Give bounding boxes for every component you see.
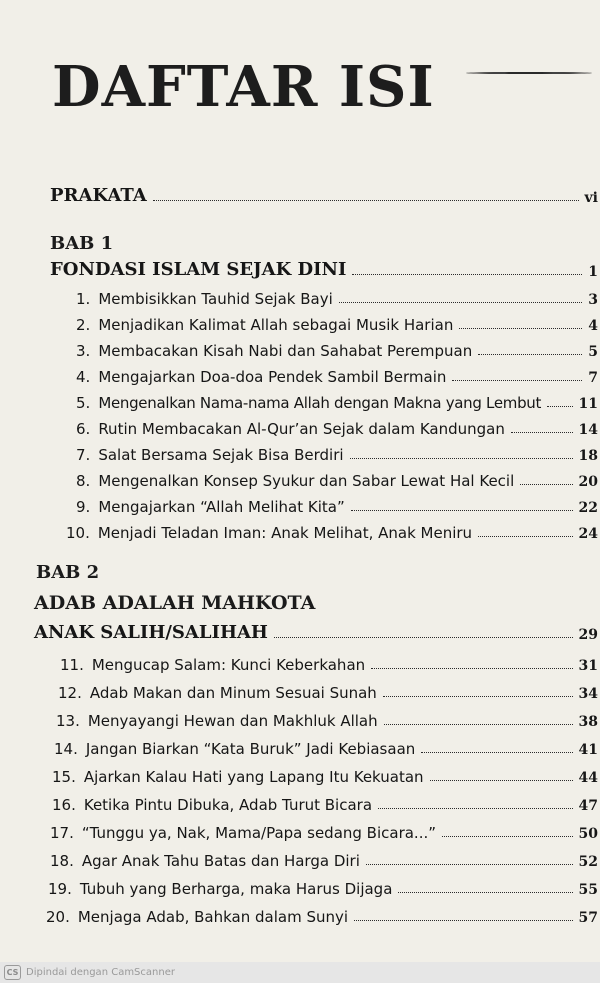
toc-item-page: 44	[578, 770, 598, 786]
toc-item-title: Mengajarkan “Allah Melihat Kita”	[98, 498, 345, 516]
chapter-title-bab1	[50, 254, 598, 280]
dot-leader	[421, 752, 572, 753]
dot-leader	[354, 920, 572, 921]
toc-item	[76, 360, 598, 386]
toc-item	[66, 516, 598, 542]
title-decorative-rule	[466, 72, 592, 74]
toc-item	[60, 648, 598, 674]
toc-item-page: 14	[578, 422, 598, 438]
toc-item-page: 31	[578, 658, 598, 674]
dot-leader	[383, 696, 573, 697]
toc-item-title: Agar Anak Tahu Batas dan Harga Diri	[81, 852, 360, 870]
toc-item-title: Rutin Membacakan Al-Qur’an Sejak dalam Kandungan	[98, 420, 505, 438]
dot-leader	[398, 892, 572, 893]
camscanner-logo-icon: CS	[4, 965, 21, 980]
toc-item-page: 11	[578, 396, 598, 412]
toc-item	[50, 844, 598, 870]
toc-item-title: Mengenalkan Nama-nama Allah dengan Makna yang Lembut	[98, 394, 542, 412]
chapter-title-bab2-line1: ADAB ADALAH MAHKOTA	[34, 592, 316, 614]
toc-item-page: 22	[578, 500, 598, 516]
toc-item-number: 16.	[52, 796, 76, 814]
toc-item	[50, 816, 598, 842]
toc-item-page: 5	[588, 344, 598, 360]
toc-item-title: Menjaga Adab, Bahkan dalam Sunyi	[77, 908, 349, 926]
toc-entry-prakata	[50, 180, 598, 206]
toc-item-title: Tubuh yang Berharga, maka Harus Dijaga	[79, 880, 393, 898]
toc-entry-title: PRAKATA	[50, 185, 147, 206]
page-title: DAFTAR ISI	[52, 54, 435, 120]
toc-item	[76, 282, 598, 308]
toc-item-number: 18.	[50, 852, 74, 870]
scanner-watermark-text: Dipindai dengan CamScanner	[26, 967, 175, 978]
toc-item	[56, 704, 598, 730]
toc-item	[76, 490, 598, 516]
dot-leader	[520, 484, 572, 485]
toc-item-number: 4.	[76, 368, 91, 386]
toc-item-title: Mengajarkan Doa-doa Pendek Sambil Bermain	[98, 368, 447, 386]
dot-leader	[442, 836, 573, 837]
toc-item	[76, 464, 598, 490]
toc-item-page: 24	[578, 526, 598, 542]
toc-item-title: Salat Bersama Sejak Bisa Berdiri	[98, 446, 344, 464]
toc-item	[52, 760, 598, 786]
toc-item-page: 4	[588, 318, 598, 334]
toc-item-page: 52	[578, 854, 598, 870]
toc-item-page: 7	[588, 370, 598, 386]
toc-item	[46, 900, 598, 926]
toc-item-number: 7.	[76, 446, 91, 464]
toc-item-page: 38	[578, 714, 598, 730]
dot-leader	[478, 536, 572, 537]
toc-item	[76, 412, 598, 438]
scanner-footer	[0, 962, 600, 983]
toc-entry-title: ANAK SALIH/SALIHAH	[34, 622, 268, 643]
dot-leader	[547, 406, 572, 407]
toc-item	[58, 676, 598, 702]
toc-item-title: Mengucap Salam: Kunci Keberkahan	[91, 656, 366, 674]
toc-item-number: 20.	[46, 908, 70, 926]
dot-leader	[430, 780, 573, 781]
dot-leader	[366, 864, 573, 865]
toc-item-page: 47	[578, 798, 598, 814]
toc-item	[52, 788, 598, 814]
dot-leader	[339, 302, 582, 303]
chapter-title-bab2	[34, 617, 598, 643]
toc-item-title: Menjadi Teladan Iman: Anak Melihat, Anak Meniru	[97, 524, 473, 542]
toc-item-title: Membisikkan Tauhid Sejak Bayi	[98, 290, 333, 308]
toc-item-title: Menyayangi Hewan dan Makhluk Allah	[87, 712, 378, 730]
toc-item-title: Adab Makan dan Minum Sesuai Sunah	[89, 684, 377, 702]
toc-entry-page: 29	[578, 627, 598, 643]
dot-leader	[511, 432, 573, 433]
toc-entry-title: FONDASI ISLAM SEJAK DINI	[50, 259, 347, 280]
toc-item	[76, 308, 598, 334]
toc-item-number: 11.	[60, 656, 84, 674]
dot-leader	[350, 458, 573, 459]
toc-item-title: Jangan Biarkan “Kata Buruk” Jadi Kebiasaan	[85, 740, 416, 758]
toc-item	[76, 386, 598, 412]
toc-item-title: Membacakan Kisah Nabi dan Sahabat Perempuan	[98, 342, 473, 360]
toc-item-page: 50	[578, 826, 598, 842]
toc-item-number: 8.	[76, 472, 91, 490]
toc-item-number: 15.	[52, 768, 76, 786]
toc-item-title: Ajarkan Kalau Hati yang Lapang Itu Kekuatan	[83, 768, 424, 786]
toc-item-number: 3.	[76, 342, 91, 360]
chapter-label-bab1: BAB 1	[50, 233, 114, 254]
dot-leader	[153, 200, 579, 201]
dot-leader	[452, 380, 582, 381]
toc-item	[76, 438, 598, 464]
toc-item	[48, 872, 598, 898]
dot-leader	[459, 328, 582, 329]
toc-item-page: 20	[578, 474, 598, 490]
toc-item-title: Ketika Pintu Dibuka, Adab Turut Bicara	[83, 796, 373, 814]
dot-leader	[274, 637, 573, 638]
dot-leader	[351, 510, 573, 511]
toc-item-page: 3	[588, 292, 598, 308]
toc-item-number: 13.	[56, 712, 80, 730]
toc-item-title: Menjadikan Kalimat Allah sebagai Musik Harian	[98, 316, 454, 334]
toc-item-page: 18	[578, 448, 598, 464]
toc-item-number: 2.	[76, 316, 91, 334]
dot-leader	[478, 354, 582, 355]
toc-item-number: 19.	[48, 880, 72, 898]
toc-item-number: 9.	[76, 498, 91, 516]
toc-entry-page: vi	[584, 190, 598, 206]
toc-item-number: 12.	[58, 684, 82, 702]
toc-item-title: “Tunggu ya, Nak, Mama/Papa sedang Bicara...”	[81, 824, 437, 842]
toc-item-number: 10.	[66, 524, 90, 542]
dot-leader	[384, 724, 573, 725]
chapter-label-bab2: BAB 2	[36, 562, 100, 583]
dot-leader	[371, 668, 572, 669]
toc-item-number: 17.	[50, 824, 74, 842]
toc-item-page: 57	[578, 910, 598, 926]
dot-leader	[352, 274, 582, 275]
toc-item-page: 55	[578, 882, 598, 898]
toc-item-title: Mengenalkan Konsep Syukur dan Sabar Lewat Hal Kecil	[98, 472, 515, 490]
toc-item-page: 41	[578, 742, 598, 758]
toc-item-number: 5.	[76, 394, 91, 412]
toc-item-page: 34	[578, 686, 598, 702]
toc-entry-page: 1	[588, 264, 598, 280]
toc-item-number: 14.	[54, 740, 78, 758]
toc-item-number: 1.	[76, 290, 91, 308]
toc-item	[76, 334, 598, 360]
dot-leader	[378, 808, 572, 809]
toc-item	[54, 732, 598, 758]
toc-item-number: 6.	[76, 420, 91, 438]
